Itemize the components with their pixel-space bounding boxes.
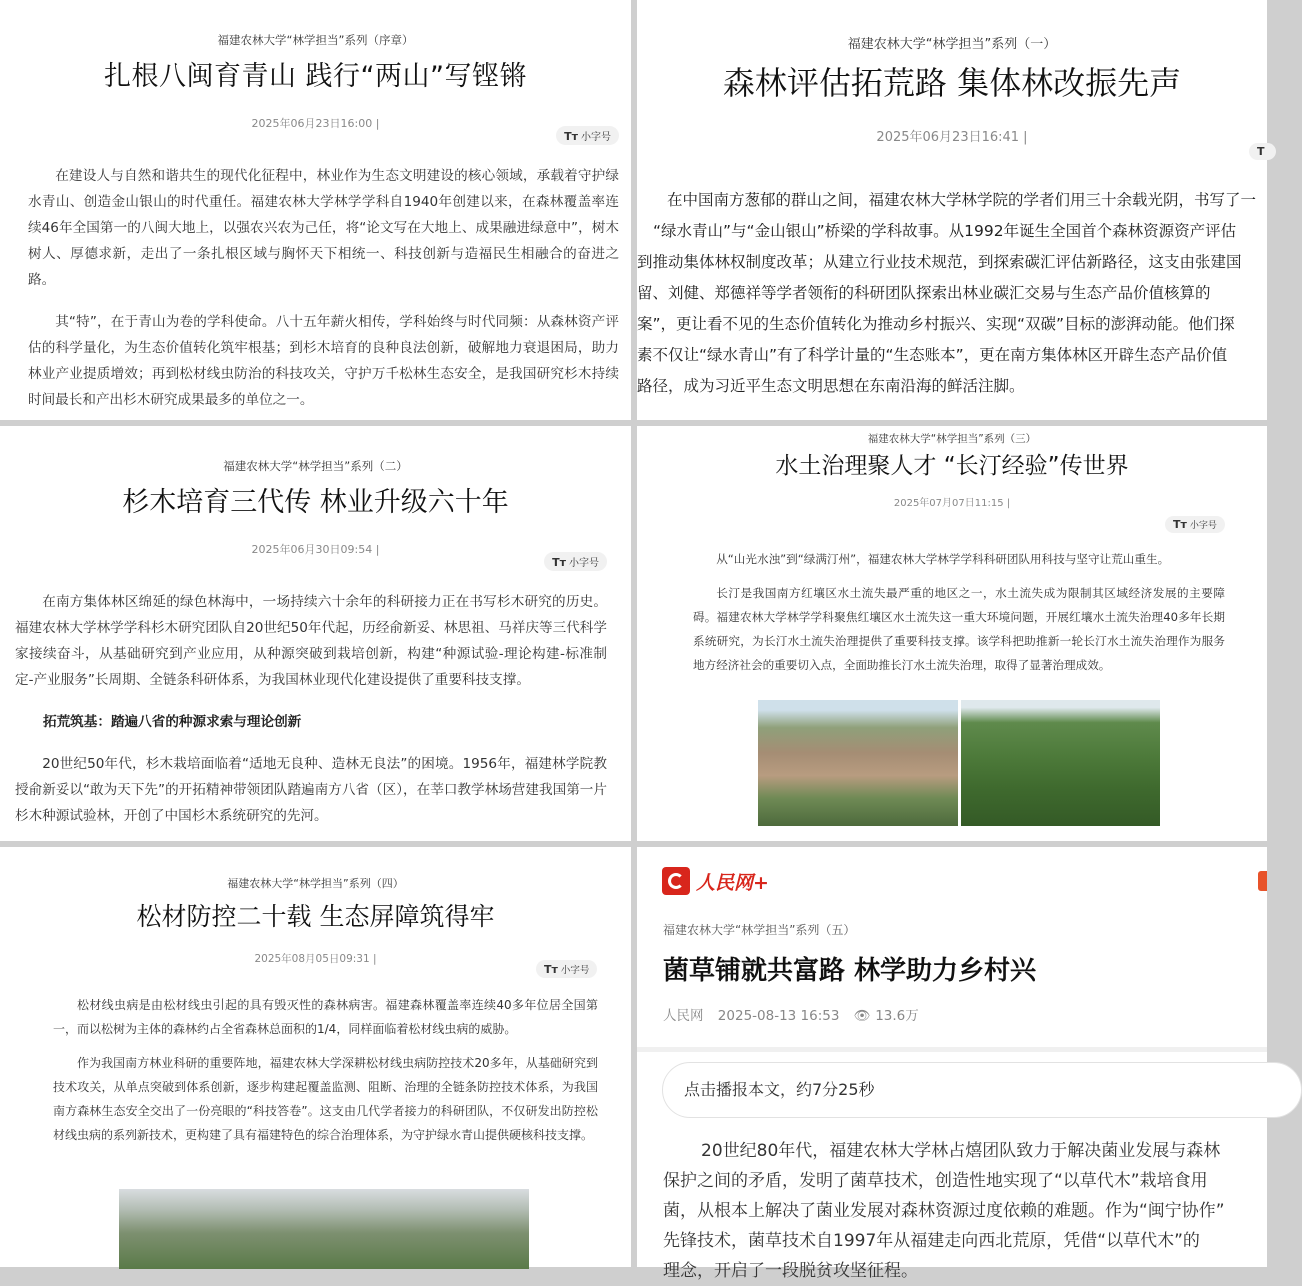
text-line: 理念，开启了一段脱贫攻坚征程。 (663, 1261, 918, 1281)
font-size-toggle[interactable] (1249, 143, 1276, 160)
source-name: 人民网 (663, 1008, 704, 1024)
text-line: 菌，从根本上解决了菌业发展对森林资源过度依赖的难题。作为“闽宁协作” (663, 1201, 1225, 1221)
series-label: 福建农林大学“林学担当”系列（序章） (217, 33, 414, 47)
font-size-toggle[interactable] (544, 552, 607, 571)
publish-date: 2025年06月23日16:00 | (251, 117, 380, 130)
article-panel-four (0, 847, 631, 1267)
brand-logo[interactable] (662, 867, 769, 895)
paragraph: 在建设人与自然和谐共生的现代化征程中，林业作为生态文明建设的核心领域，承载着守护绿水青山、创造金山银山的时代重任。福建农林大学林学学科自1940年创建以来，在森林覆盖率连续46年全国第一的八闽大地上，以强农兴农为己任，将“论文写在大地上、成果融进绿意中”，树木树人、厚德求新，走出了一条扎根区域与胸怀天下相统一、科技创新与造福民生相融合的奋进之路。 (28, 168, 619, 288)
divider (637, 1047, 1267, 1052)
action-tab[interactable] (1258, 871, 1267, 891)
text-line: 素不仅让“绿水青山”有了科学计量的“生态账本”，更在南方集体林区开辟生态产品价值 (637, 346, 1228, 364)
section-heading: 拓荒筑基：踏遍八省的种源求索与理论创新 (43, 714, 302, 730)
font-size-label: 小字号 (569, 558, 599, 569)
text-line: 到推动集体林权制度改革；从建立行业技术规范，到探索碳汇评估新路径，这支由张建国 (637, 253, 1242, 271)
series-label: 福建农林大学“林学担当”系列（四） (227, 877, 404, 890)
publish-datetime: 2025-08-13 16:53 (717, 1008, 840, 1024)
text-line: 案”，更让看不见的生态价值转化为推动乡村振兴、实现“双碳”目标的澎湃动能。他们探 (637, 315, 1235, 333)
publish-date: 2025年08月05日09:31 | (254, 953, 377, 965)
publish-date: 2025年06月23日16:41 | (876, 130, 1028, 145)
paragraph: 20世纪50年代，杉木栽培面临着“适地无良种、造林无良法”的困境。1956年，福建林学院教授俞新妥以“敢为天下先”的开拓精神带领团队踏遍南方八省（区），在莘口教学林场营建我国第一片杉木种源试验林，开创了中国杉木系统研究的先河。 (15, 756, 607, 824)
series-label: 福建农林大学“林学担当”系列（一） (847, 37, 1057, 52)
text-line: 20世纪80年代，福建农林大学林占熺团队致力于解决菌业发展与森林 (701, 1141, 1221, 1161)
article-body (663, 1136, 1267, 1286)
text-size-icon: Tт (1173, 518, 1187, 531)
text-size-icon: Tт (552, 556, 566, 569)
view-count: 13.6万 (875, 1008, 919, 1024)
comparison-photos (758, 700, 1160, 826)
series-label: 福建农林大学“林学担当”系列（五） (663, 923, 856, 937)
publish-date: 2025年07月07日11:15 | (893, 498, 1011, 509)
article-title: 扎根八闽育青山 践行“两山”写铿锵 (103, 61, 528, 92)
brand-name: 人民网+ (696, 871, 769, 894)
photo-after-green-hill (961, 700, 1161, 826)
font-size-toggle[interactable] (1165, 516, 1225, 533)
font-size-toggle[interactable] (536, 960, 597, 978)
article-title: 水土治理聚人才 “长汀经验”传世界 (775, 453, 1129, 479)
paragraph: 从“山光水浊”到“绿满汀州”，福建农林大学林学学科科研团队用科技与坚守让荒山重生。 (716, 552, 1170, 566)
paragraph: 其“特”，在于青山为卷的学科使命。八十五年薪火相传，学科始终与时代同频：从森林资产评估的科学量化，为生态价值转化筑牢根基；到杉木培育的良种良法创新，破解地力衰退困局，助力林业产业提质增效；再到松材线虫防治的科技攻关，守护万千松林生态安全，是我国研究杉木持续时间最长和产出杉木研究成果最多的单位之一。 (28, 314, 619, 408)
audio-playback-button[interactable]: 点击播报本文，约7分25秒 (662, 1062, 1302, 1118)
article-body (637, 185, 1267, 402)
article-title: 松材防控二十载 生态屏障筑得牢 (136, 902, 495, 931)
article-panel-five (637, 847, 1267, 1281)
text-line: 保护之间的矛盾，发明了菌草技术，创造性地实现了“以草代木”栽培食用 (663, 1171, 1208, 1191)
article-panel-three (637, 426, 1267, 841)
article-body (53, 993, 598, 1147)
paragraph: 长汀是我国南方红壤区水土流失最严重的地区之一，水土流失成为限制其区域经济发展的主要障碍。福建农林大学林学学科聚焦红壤区水土流失这一重大环境问题，开展红壤水土流失治理40多年长期系统研究，为长汀水土流失治理提供了重要科技支撑。该学科把助推新一轮长汀水土流失治理作为服务地方经济社会的重要切入点，全面助推长汀水土流失治理，取得了显著治理成效。 (693, 586, 1225, 672)
text-line: 在中国南方葱郁的群山之间，福建农林大学林学院的学者们用三十余载光阴，书写了一 (667, 191, 1257, 209)
article-meta (663, 1004, 919, 1024)
paragraph: 在南方集体林区绵延的绿色林海中，一场持续六十余年的科研接力正在书写杉木研究的历史。福建农林大学林学学科杉木研究团队自20世纪50年代起，历经俞新妥、林思祖、马祥庆等三代科学家接续奋斗，从基础研究到产业应用，从种源突破到栽培创新，构建“种源试验-理论构建-标准制定-产业服务”长周期、全链条科研体系，为我国林业现代化建设提供了重要科技支撑。 (15, 594, 607, 688)
text-size-icon: Tт (564, 130, 578, 143)
paragraph: 作为我国南方林业科研的重要阵地，福建农林大学深耕松材线虫病防控技术20多年，从基础研究到技术攻关，从单点突破到体系创新，逐步构建起覆盖监测、阻断、治理的全链条防控技术体系，为我国南方森林生态安全交出了一份亮眼的“科技答卷”。这支由几代学者接力的科研团队，不仅研发出防控松材线虫病的系列新技术，更构建了具有福建特色的综合治理体系，为守护绿水青山提供硬核科技支撑。 (53, 1056, 598, 1142)
text-line: 先锋技术，菌草技术自1997年从福建走向西北荒原，凭借“以草代木”的 (663, 1231, 1200, 1251)
text-size-icon: Tт (544, 963, 558, 976)
article-panel-one (637, 0, 1267, 420)
forest-photo (119, 1189, 529, 1269)
text-line: 路径，成为习近平生态文明思想在东南沿海的鲜活注脚。 (637, 377, 1025, 395)
text-size-icon: T (1257, 145, 1265, 158)
paragraph: 松材线虫病是由松材线虫引起的具有毁灭性的森林病害。福建森林覆盖率连续40多年位居全国第一，而以松树为主体的森林约占全省森林总面积的1/4，同样面临着松材线虫病的威胁。 (53, 998, 598, 1036)
series-label: 福建农林大学“林学担当”系列（二） (223, 459, 408, 473)
article-body (28, 163, 619, 413)
font-size-toggle[interactable] (556, 126, 619, 145)
font-size-label: 小字号 (1189, 521, 1217, 531)
series-label: 福建农林大学“林学担当”系列（三） (867, 433, 1037, 445)
article-title: 杉木培育三代传 林业升级六十年 (122, 487, 509, 518)
text-line: 留、刘健、郑德祥等学者领衔的科研团队探索出林业碳汇交易与生态产品价值核算的 (637, 284, 1211, 302)
text-line: “绿水青山”与“金山银山”桥梁的学科故事。从1992年诞生全国首个森林资源资产评估 (653, 222, 1237, 240)
photo-before-eroded-hill (758, 700, 958, 826)
article-title: 森林评估拓荒路 集体林改振先声 (722, 64, 1182, 102)
publish-date: 2025年06月30日09:54 | (251, 543, 380, 556)
article-title: 菌草铺就共富路 林学助力乡村兴 (663, 956, 1037, 986)
article-panel-two (0, 426, 631, 841)
article-body (693, 547, 1225, 677)
font-size-label: 小字号 (560, 965, 590, 976)
eye-icon: 👁 (853, 1008, 871, 1024)
article-panel-prologue (0, 0, 631, 420)
font-size-label: 小字号 (581, 132, 611, 143)
people-net-logo-icon (662, 867, 690, 895)
article-body (15, 589, 607, 829)
